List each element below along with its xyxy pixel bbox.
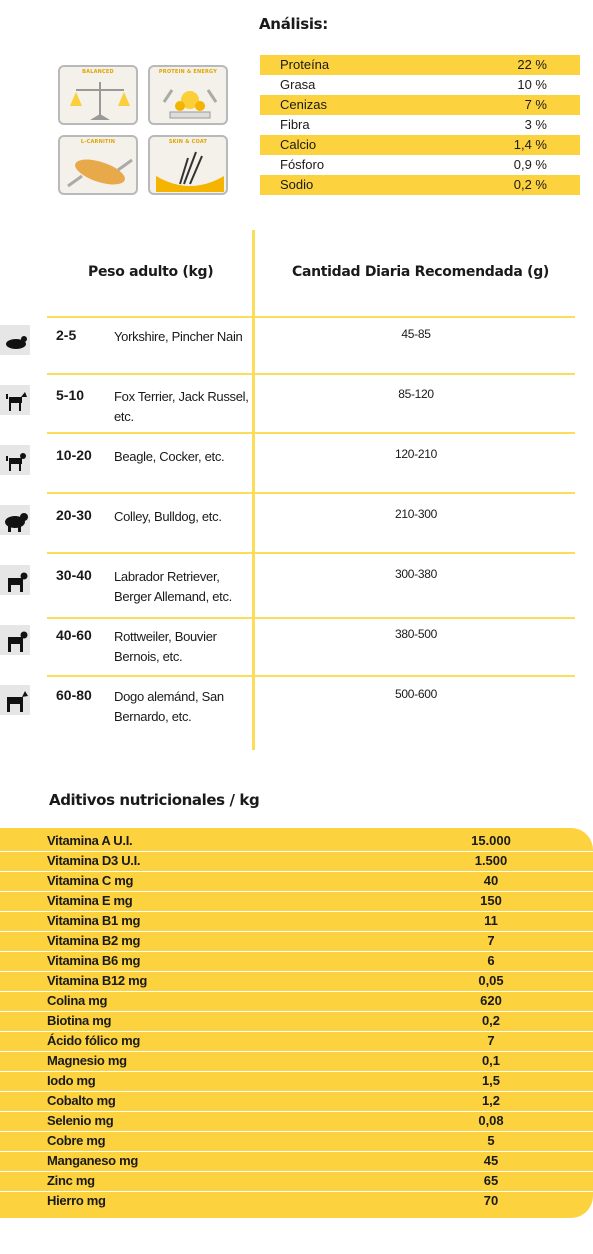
nutrient-value: 10 % <box>517 77 547 92</box>
nutrient-value: 22 % <box>517 57 547 72</box>
feeding-row <box>0 385 593 445</box>
aditivo-row <box>0 891 593 911</box>
analysis-row <box>260 155 580 175</box>
aditivo-name: Vitamina B12 mg <box>47 973 148 988</box>
nutrient-name: Calcio <box>280 137 317 152</box>
aditivo-name: Vitamina E mg <box>47 893 133 908</box>
aditivo-name: Vitamina B2 mg <box>47 933 141 948</box>
aditivo-value: 1,2 <box>481 1093 501 1108</box>
aditivo-name: Vitamina C mg <box>47 873 134 888</box>
analysis-row <box>260 115 580 135</box>
daily-amount: 300-380 <box>395 567 437 581</box>
nutrient-name: Cenizas <box>280 97 327 112</box>
l-carnitin-label: L-CARNITIN <box>80 139 116 145</box>
aditivo-name: Zinc mg <box>47 1173 95 1188</box>
dog-icon <box>0 565 30 595</box>
nutrient-value: 3 % <box>524 117 547 132</box>
aditivo-value: 0,05 <box>478 973 504 988</box>
aditivo-row <box>0 1171 593 1191</box>
aditivos-table <box>0 828 593 1218</box>
header-peso-adulto: Peso adulto (kg) <box>88 264 214 280</box>
weight-range: 5-10 <box>56 387 85 403</box>
aditivo-value: 7 <box>487 933 495 948</box>
protein-energy-icon <box>148 65 228 125</box>
aditivo-value: 0,1 <box>481 1053 501 1068</box>
aditivo-name: Biotina mg <box>47 1013 112 1028</box>
analysis-row <box>260 75 580 95</box>
breed-examples: Labrador Retriever, Berger Allemand, etc. <box>114 569 232 604</box>
aditivo-name: Manganeso mg <box>47 1153 139 1168</box>
breed-examples: Colley, Bulldog, etc. <box>114 509 222 524</box>
feeding-row <box>0 445 593 505</box>
header-cantidad-diaria: Cantidad Diaria Recomendada (g) <box>292 264 550 280</box>
dog-icon <box>0 685 30 715</box>
breed-examples: Beagle, Cocker, etc. <box>114 449 225 464</box>
balanced-label: BALANCED <box>82 69 114 75</box>
aditivo-name: Ácido fólico mg <box>47 1033 141 1048</box>
aditivo-value: 150 <box>480 893 502 908</box>
dog-icon <box>0 325 30 355</box>
feeding-row <box>0 505 593 565</box>
aditivo-name: Vitamina D3 U.I. <box>47 853 141 868</box>
aditivo-row <box>0 1131 593 1151</box>
aditivo-row <box>0 971 593 991</box>
aditivo-value: 6 <box>487 953 495 968</box>
aditivo-value: 5 <box>487 1133 495 1148</box>
breed-examples: Yorkshire, Pincher Nain <box>114 329 243 344</box>
daily-amount: 85-120 <box>398 387 434 401</box>
feeding-row <box>0 325 593 385</box>
aditivo-name: Vitamina B1 mg <box>47 913 141 928</box>
dog-icon <box>0 505 30 535</box>
aditivo-value: 1.500 <box>474 853 508 868</box>
aditivo-value: 0,08 <box>478 1113 504 1128</box>
nutrient-name: Sodio <box>280 177 314 192</box>
nutrient-name: Fósforo <box>280 157 325 172</box>
nutrient-value: 1,4 % <box>513 137 547 152</box>
breed-examples: Rottweiler, Bouvier Bernois, etc. <box>114 629 217 664</box>
aditivo-row <box>0 911 593 931</box>
aditivo-name: Magnesio mg <box>47 1053 127 1068</box>
aditivo-name: Colina mg <box>47 993 108 1008</box>
aditivo-name: Selenio mg <box>47 1113 114 1128</box>
aditivo-row <box>0 1071 593 1091</box>
benefit-icons <box>58 65 230 197</box>
nutrient-name: Grasa <box>280 77 316 92</box>
aditivo-row <box>0 1111 593 1131</box>
aditivo-row <box>0 991 593 1011</box>
skin-coat-icon <box>148 135 228 195</box>
nutrient-name: Fibra <box>280 117 310 132</box>
nutrient-name: Proteína <box>280 57 330 72</box>
aditivo-name: Cobre mg <box>47 1133 106 1148</box>
breed-examples: Dogo alemánd, San Bernardo, etc. <box>114 689 224 724</box>
weight-range: 2-5 <box>56 327 77 343</box>
dog-icon <box>0 625 30 655</box>
weight-range: 60-80 <box>56 687 92 703</box>
dog-icon <box>0 385 30 415</box>
aditivo-row <box>0 831 593 851</box>
dog-icon <box>0 445 30 475</box>
aditivo-name: Hierro mg <box>47 1193 106 1208</box>
weight-range: 40-60 <box>56 627 92 643</box>
nutrient-value: 0,2 % <box>513 177 547 192</box>
aditivo-row <box>0 1031 593 1051</box>
breed-examples: Fox Terrier, Jack Russel, etc. <box>114 389 249 424</box>
aditivo-value: 40 <box>483 873 499 888</box>
aditivo-row <box>0 1191 593 1211</box>
skin-coat-label: SKIN & COAT <box>168 139 208 145</box>
feeding-row <box>0 685 593 745</box>
analysis-row <box>260 175 580 195</box>
aditivo-row <box>0 1051 593 1071</box>
l-carnitin-icon <box>58 135 138 195</box>
daily-amount: 380-500 <box>395 627 437 641</box>
aditivo-value: 65 <box>483 1173 499 1188</box>
weight-range: 10-20 <box>56 447 92 463</box>
aditivo-row <box>0 1011 593 1031</box>
daily-amount: 120-210 <box>395 447 437 461</box>
analysis-row <box>260 95 580 115</box>
analisis-title: Análisis: <box>259 15 328 33</box>
aditivo-value: 0,2 <box>481 1013 501 1028</box>
balanced-icon <box>58 65 138 125</box>
aditivo-value: 45 <box>483 1153 499 1168</box>
daily-amount: 500-600 <box>395 687 437 701</box>
aditivo-row <box>0 931 593 951</box>
aditivos-title: Aditivos nutricionales / kg <box>49 791 260 809</box>
aditivo-row <box>0 1151 593 1171</box>
weight-range: 30-40 <box>56 567 92 583</box>
row-divider <box>47 316 575 318</box>
aditivo-value: 7 <box>487 1033 495 1048</box>
daily-amount: 45-85 <box>401 327 431 341</box>
aditivo-value: 11 <box>484 913 498 928</box>
daily-amount: 210-300 <box>395 507 437 521</box>
analysis-table <box>260 55 580 195</box>
weight-range: 20-30 <box>56 507 92 523</box>
protein-energy-label: PROTEIN & ENERGY <box>158 69 218 75</box>
aditivo-name: Iodo mg <box>47 1073 96 1088</box>
aditivo-name: Cobalto mg <box>47 1093 116 1108</box>
aditivo-row <box>0 851 593 871</box>
aditivo-value: 70 <box>483 1193 499 1208</box>
aditivo-row <box>0 871 593 891</box>
feeding-row <box>0 565 593 625</box>
aditivo-value: 620 <box>480 993 502 1008</box>
analysis-row <box>260 135 580 155</box>
analysis-row <box>260 55 580 75</box>
nutrient-value: 7 % <box>524 97 547 112</box>
aditivo-row <box>0 1091 593 1111</box>
aditivo-value: 15.000 <box>471 833 511 848</box>
nutrient-value: 0,9 % <box>513 157 547 172</box>
aditivo-value: 1,5 <box>481 1073 501 1088</box>
aditivo-row <box>0 951 593 971</box>
aditivo-name: Vitamina A U.I. <box>47 833 133 848</box>
aditivo-name: Vitamina B6 mg <box>47 953 141 968</box>
feeding-row <box>0 625 593 685</box>
